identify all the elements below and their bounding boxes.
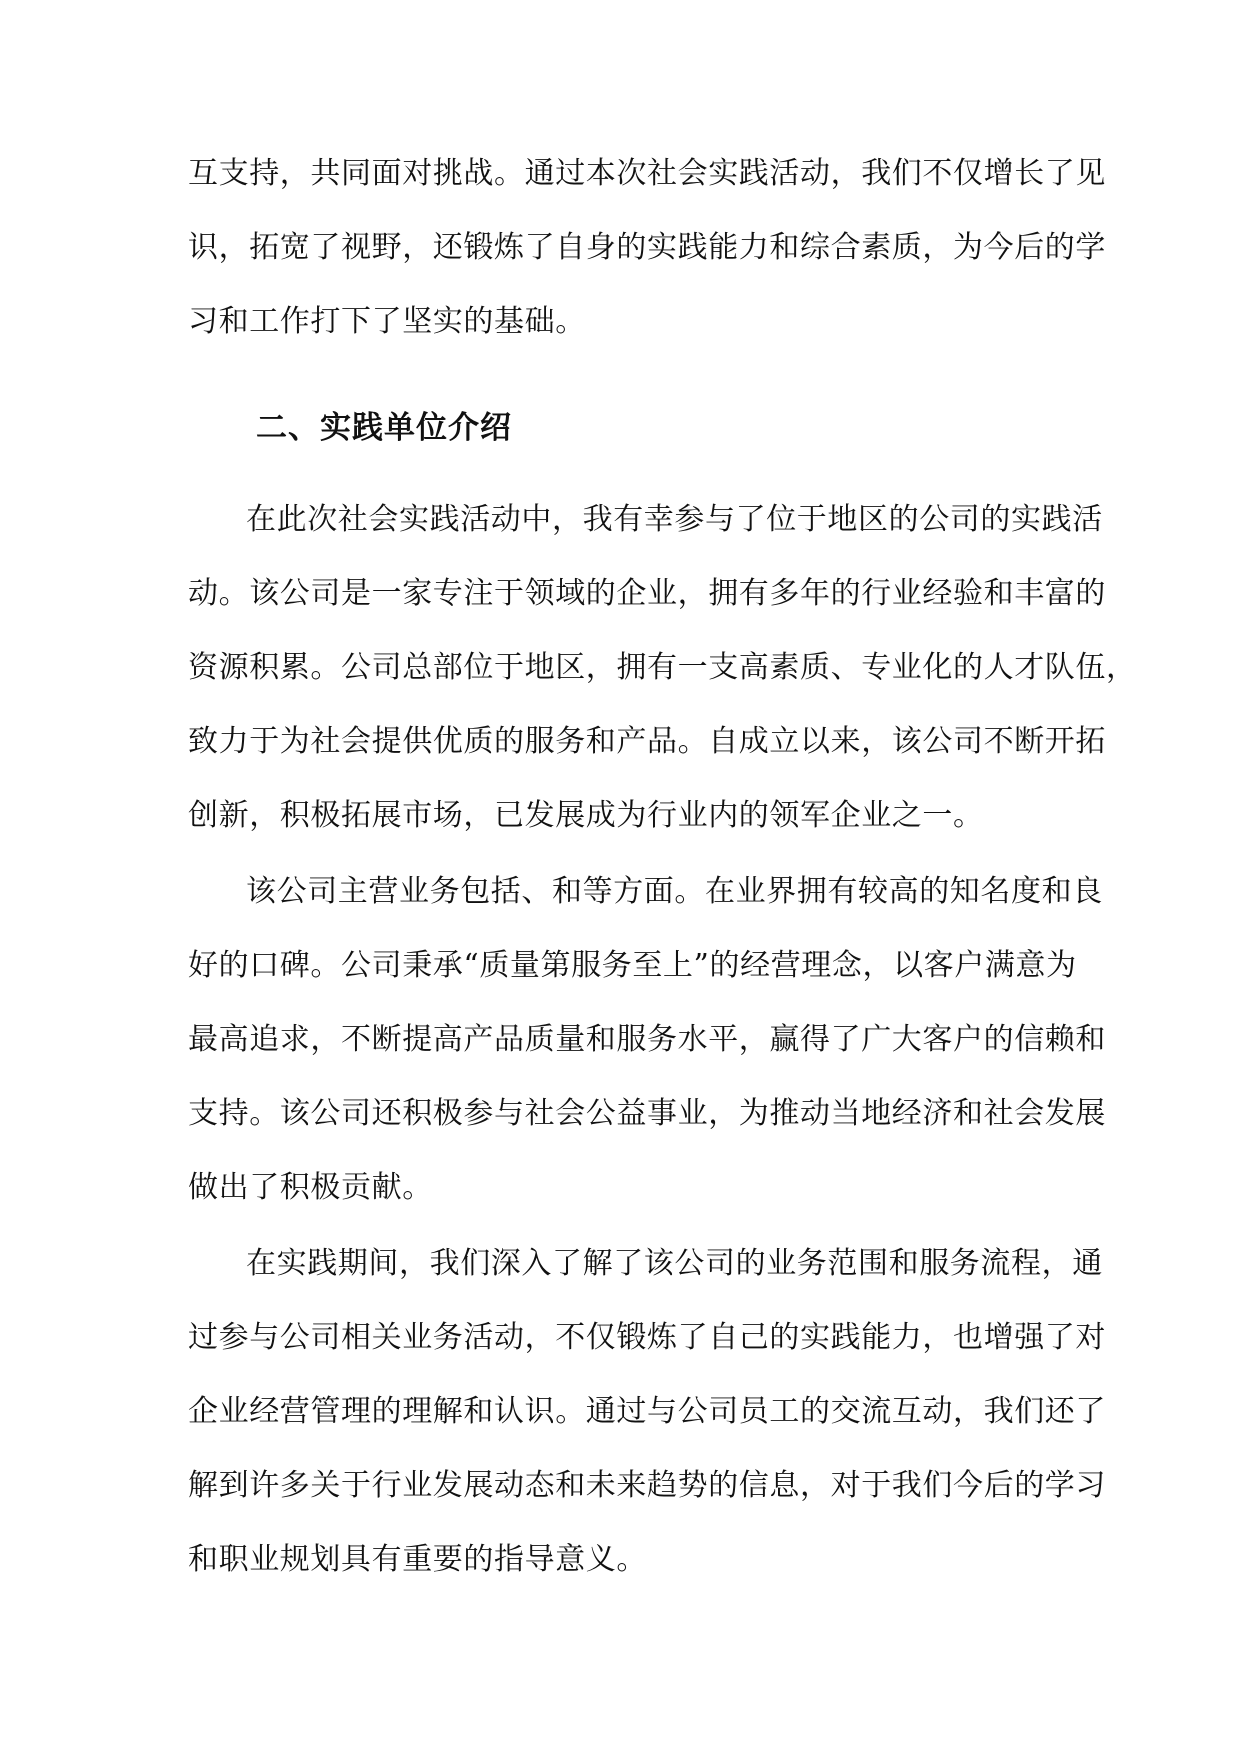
paragraph-2-line-4: 支持。该公司还积极参与社会公益事业，为推动当地经济和社会发展 (188, 1096, 1106, 1131)
paragraph-2-line-1: 该公司主营业务包括、和等方面。在业界拥有较高的知名度和良 (246, 874, 1103, 909)
paragraph-2-line-2: 好的口碑。公司秉承“质量第服务至上”的经营理念，以客户满意为 (188, 948, 1077, 983)
paragraph-2-line-5: 做出了积极贡献。 (188, 1170, 433, 1205)
paragraph-0-line-1: 互支持，共同面对挑战。通过本次社会实践活动，我们不仅增长了见 (188, 156, 1106, 191)
section-heading: 二、实践单位介绍 (256, 410, 512, 446)
paragraph-3-line-5: 和职业规划具有重要的指导意义。 (188, 1542, 647, 1577)
paragraph-1-line-5: 创新，积极拓展市场，已发展成为行业内的领军企业之一。 (188, 798, 984, 833)
paragraph-2-line-3: 最高追求，不断提高产品质量和服务水平，赢得了广大客户的信赖和 (188, 1022, 1106, 1057)
paragraph-3-line-1: 在实践期间，我们深入了解了该公司的业务范围和服务流程，通 (246, 1246, 1103, 1281)
paragraph-3-line-4: 解到许多关于行业发展动态和未来趋势的信息，对于我们今后的学习 (188, 1468, 1106, 1503)
paragraph-0-line-2: 识，拓宽了视野，还锻炼了自身的实践能力和综合素质，为今后的学 (188, 230, 1106, 265)
paragraph-1-line-2: 动。该公司是一家专注于领域的企业，拥有多年的行业经验和丰富的 (188, 576, 1106, 611)
paragraph-1-line-1: 在此次社会实践活动中，我有幸参与了位于地区的公司的实践活 (246, 502, 1103, 537)
paragraph-3-line-2: 过参与公司相关业务活动，不仅锻炼了自己的实践能力，也增强了对 (188, 1320, 1106, 1355)
paragraph-0-line-3: 习和工作打下了坚实的基础。 (188, 304, 586, 339)
paragraph-1-line-3: 资源积累。公司总部位于地区，拥有一支高素质、专业化的人才队伍， (188, 650, 1137, 685)
paragraph-3-line-3: 企业经营管理的理解和认识。通过与公司员工的交流互动，我们还了 (188, 1394, 1106, 1429)
paragraph-1-line-4: 致力于为社会提供优质的服务和产品。自成立以来，该公司不断开拓 (188, 724, 1106, 759)
